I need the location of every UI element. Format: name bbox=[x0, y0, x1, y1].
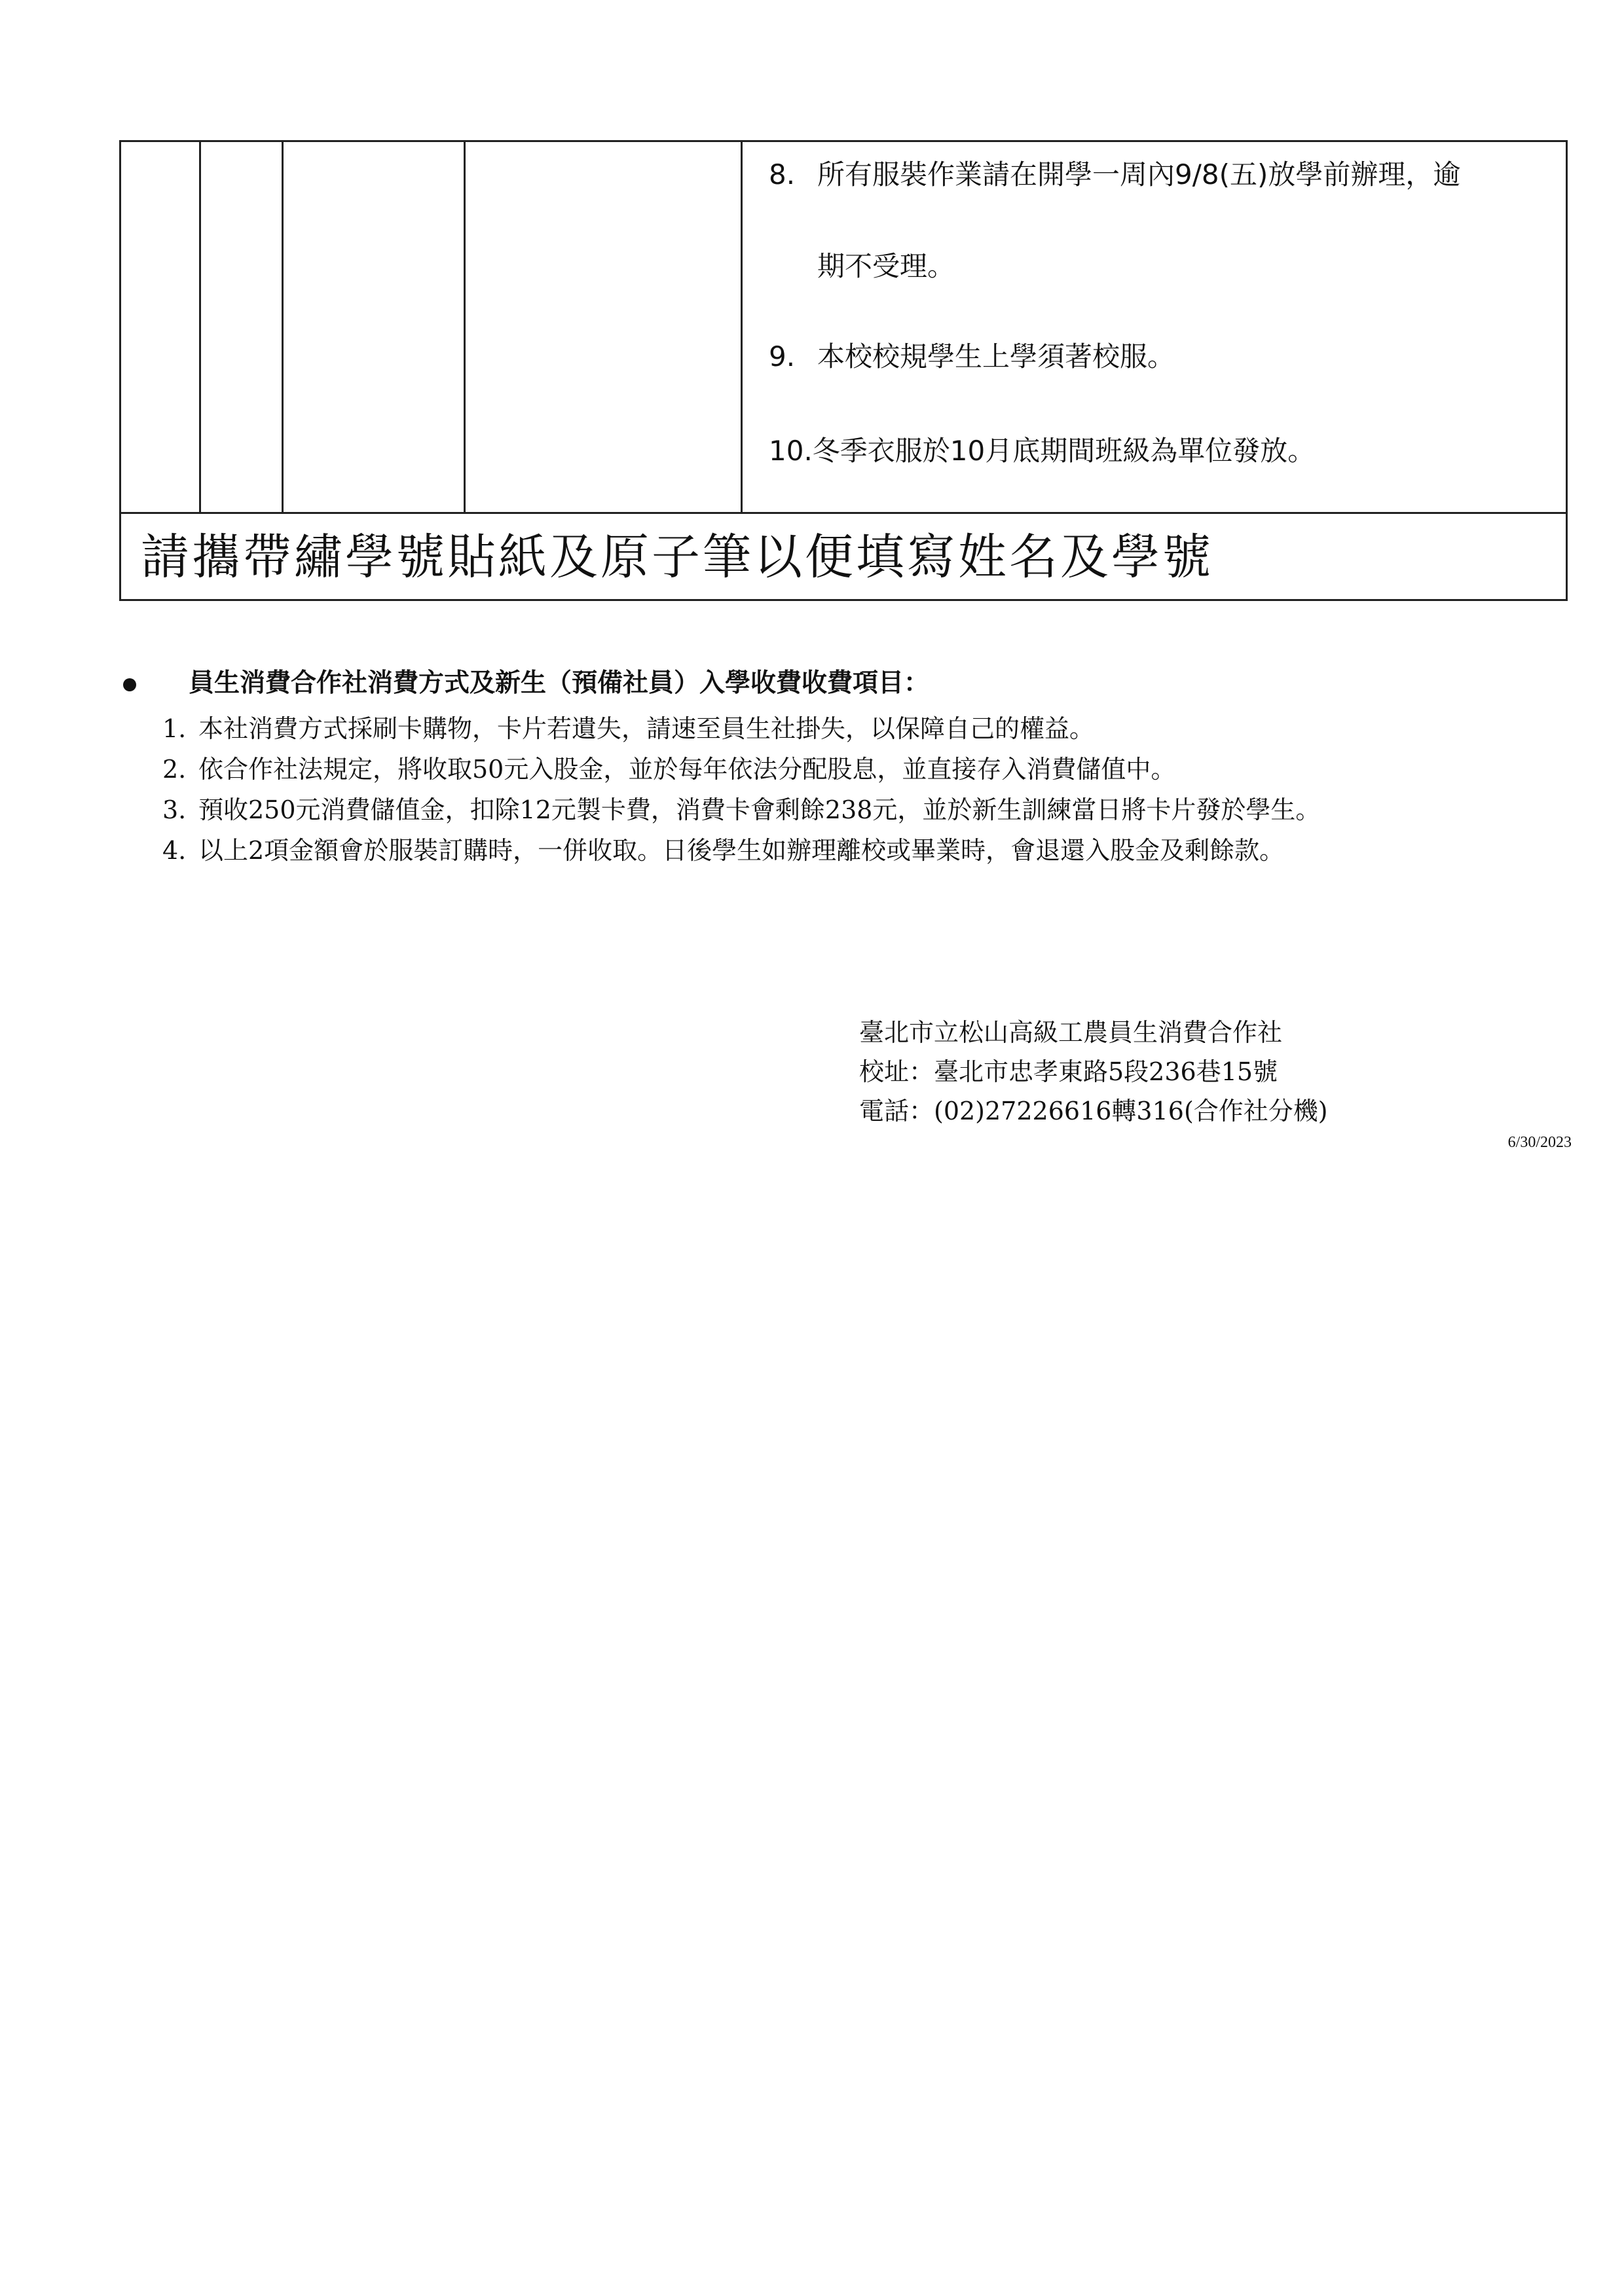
organization-name: 臺北市立松山高級工農員生消費合作社 bbox=[859, 1018, 1283, 1047]
note-text: 本校校規學生上學須著校服。 bbox=[817, 340, 1175, 373]
signature-block bbox=[859, 1013, 1328, 1131]
notes-cell bbox=[742, 141, 1567, 513]
note-continuation: 期不受理。 bbox=[817, 250, 955, 282]
note-number: 9. bbox=[769, 340, 796, 373]
note-text: 冬季衣服於10月底期間班級為單位發放。 bbox=[812, 435, 1316, 467]
note-item bbox=[769, 433, 1546, 469]
notice-table bbox=[119, 140, 1568, 601]
cooperative-heading-text: 員生消費合作社消費方式及新生（預備社員）入學收費收費項目： bbox=[189, 668, 930, 698]
date-stamp: 6/30/2023 bbox=[1507, 1134, 1572, 1151]
empty-cell bbox=[465, 141, 742, 513]
empty-cell bbox=[120, 141, 200, 513]
cooperative-list bbox=[123, 709, 1577, 870]
notes-row bbox=[120, 141, 1567, 513]
item-text: 依合作社法規定，將收取50元入股金，並於每年依法分配股息，並直接存入消費儲值中。 bbox=[198, 755, 1176, 784]
list-item bbox=[123, 790, 1577, 829]
cooperative-section bbox=[123, 665, 1577, 871]
note-text: 所有服裝作業請在開學一周內9/8(五)放學前辦理，逾 bbox=[817, 158, 1461, 191]
item-number: 3. bbox=[162, 795, 187, 824]
note-number: 10. bbox=[769, 435, 813, 467]
address: 校址：臺北市忠孝東路5段236巷15號 bbox=[859, 1057, 1278, 1086]
note-number: 8. bbox=[769, 158, 796, 191]
cooperative-heading bbox=[123, 665, 1577, 701]
item-number: 2. bbox=[162, 755, 187, 784]
item-number: 1. bbox=[162, 714, 187, 743]
list-item bbox=[123, 750, 1577, 789]
banner-cell bbox=[120, 513, 1567, 600]
banner-row bbox=[120, 513, 1567, 600]
item-text: 本社消費方式採刷卡購物，卡片若遺失，請速至員生社掛失，以保障自己的權益。 bbox=[198, 714, 1095, 743]
item-number: 4. bbox=[162, 836, 187, 865]
phone: 電話：(02)27226616轉316(合作社分機) bbox=[859, 1097, 1328, 1125]
list-item bbox=[123, 709, 1577, 748]
note-item bbox=[769, 156, 1546, 193]
note-item bbox=[769, 338, 1546, 375]
empty-cell bbox=[200, 141, 283, 513]
banner-text: 請攜帶繡學號貼紙及原子筆以便填寫姓名及學號 bbox=[141, 529, 1213, 585]
list-item bbox=[123, 831, 1577, 870]
empty-cell bbox=[283, 141, 465, 513]
item-text: 預收250元消費儲值金，扣除12元製卡費，消費卡會剩餘238元，並於新生訓練當日將卡片發於學生。 bbox=[198, 795, 1321, 824]
item-text: 以上2項金額會於服裝訂購時，一併收取。日後學生如辦理離校或畢業時，會退還入股金及剩餘款。 bbox=[198, 836, 1285, 865]
bullet-icon bbox=[123, 678, 136, 691]
